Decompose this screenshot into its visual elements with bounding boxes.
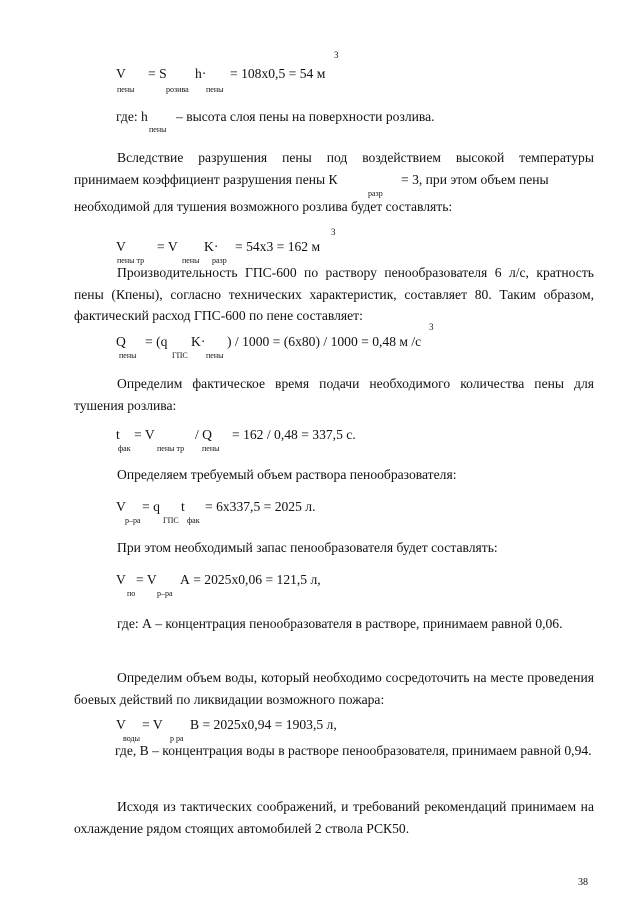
- formula-text: V: [116, 239, 126, 254]
- paragraph: Определяем требуемый объем раствора пенообразователя:: [117, 467, 457, 482]
- formula-text: Q: [116, 334, 126, 349]
- formula-superscript: 3: [331, 227, 336, 237]
- formula-text: = V: [136, 572, 157, 587]
- formula-text: = S: [148, 66, 167, 81]
- formula-subscript: фак: [187, 516, 200, 525]
- formula-text: t: [181, 499, 185, 514]
- formula-text: ) / 1000 = (6х80) / 1000 = 0,48 м /с: [227, 334, 422, 349]
- formula-subscript: ГПС: [163, 516, 179, 525]
- paragraph: Производительность ГПС-600 по раствору пенообразователя 6 л/с, кратность пены (Кпены), согласно технических характеристик, составляет 80. Таким образом, фактический расход ГПС-600 по пене составляет:: [74, 265, 594, 324]
- formula-subscript: разр: [212, 256, 227, 265]
- paragraph: При этом необходимый запас пенообразователя будет составлять:: [117, 540, 498, 555]
- paragraph: где: А – концентрация пенообразователя в растворе, принимаем равной 0,06.: [117, 616, 563, 631]
- formula-text: = V: [157, 239, 178, 254]
- formula-subscript: пены: [206, 351, 224, 360]
- formula-subscript: пены: [206, 85, 224, 94]
- formula-text: V: [116, 66, 126, 81]
- formula-subscript: р ра: [170, 734, 184, 743]
- formula-subscript: р–ра: [157, 589, 173, 598]
- formula-text: = (q: [145, 334, 168, 349]
- paragraph: где, В – концентрация воды в растворе пенообразователя, принимаем равной 0,94.: [115, 743, 592, 758]
- formula-text: = q: [142, 499, 160, 514]
- formula-superscript: 3: [429, 322, 434, 332]
- formula-subscript: пены: [202, 444, 220, 453]
- formula-subscript: пены: [117, 85, 135, 94]
- formula-text: = 162 / 0,48 = 337,5 с.: [232, 427, 356, 442]
- formula-text: h·: [195, 66, 207, 81]
- paragraph-line: Вследствие разрушения пены под воздействием высокой температуры: [117, 150, 594, 165]
- formula-text: = 6х337,5 = 2025 л.: [205, 499, 316, 514]
- paragraph: Исходя из тактических соображений, и требований рекомендаций принимаем на охлаждение рядом стоящих автомобилей 2 ствола РСК50.: [74, 799, 594, 836]
- formula-subscript: разр: [368, 189, 383, 198]
- paragraph-line: необходимой для тушения возможного розлива будет составлять:: [74, 199, 453, 214]
- formula-text: V: [116, 717, 126, 732]
- formula-text: V: [116, 572, 126, 587]
- formula-text: K·: [191, 334, 206, 349]
- formula-text: K·: [204, 239, 219, 254]
- where-text: где: h: [116, 109, 148, 124]
- page-number: 38: [578, 877, 588, 888]
- formula-text: = 54х3 = 162 м: [235, 239, 321, 254]
- formula-text: А = 2025х0,06 = 121,5 л,: [180, 572, 321, 587]
- paragraph-line: = 3, при этом объем пены: [401, 172, 549, 187]
- formula-subscript: пены: [182, 256, 200, 265]
- formula-text: = V: [134, 427, 155, 442]
- formula-subscript: пены: [119, 351, 137, 360]
- formula-text: = V: [142, 717, 163, 732]
- formula-text: / Q: [195, 427, 212, 442]
- formula-text: V: [116, 499, 126, 514]
- paragraph-line: принимаем коэффициент разрушения пены К: [74, 172, 338, 187]
- where-text: – высота слоя пены на поверхности розлива.: [176, 109, 435, 124]
- formula-text: t: [116, 427, 120, 442]
- formula-subscript: пены тр: [157, 444, 185, 453]
- formula-superscript: 3: [334, 50, 339, 60]
- paragraph: Определим фактическое время подачи необходимого количества пены для тушения розлива:: [74, 376, 594, 413]
- paragraph: Определим объем воды, который необходимо сосредоточить на месте проведения боевых действий по ликвидации возможного пожара:: [74, 670, 594, 707]
- formula-text: В = 2025х0,94 = 1903,5 л,: [190, 717, 337, 732]
- formula-text: = 108х0,5 = 54 м: [230, 66, 326, 81]
- formula-subscript: фак: [118, 444, 131, 453]
- formula-subscript: по: [127, 589, 136, 598]
- formula-subscript: пены: [149, 125, 167, 134]
- formula-subscript: розива: [166, 85, 189, 94]
- formula-subscript: пены тр: [117, 256, 145, 265]
- formula-subscript: ГПС: [172, 351, 188, 360]
- formula-subscript: воды: [123, 734, 140, 743]
- formula-subscript: р–ра: [125, 516, 141, 525]
